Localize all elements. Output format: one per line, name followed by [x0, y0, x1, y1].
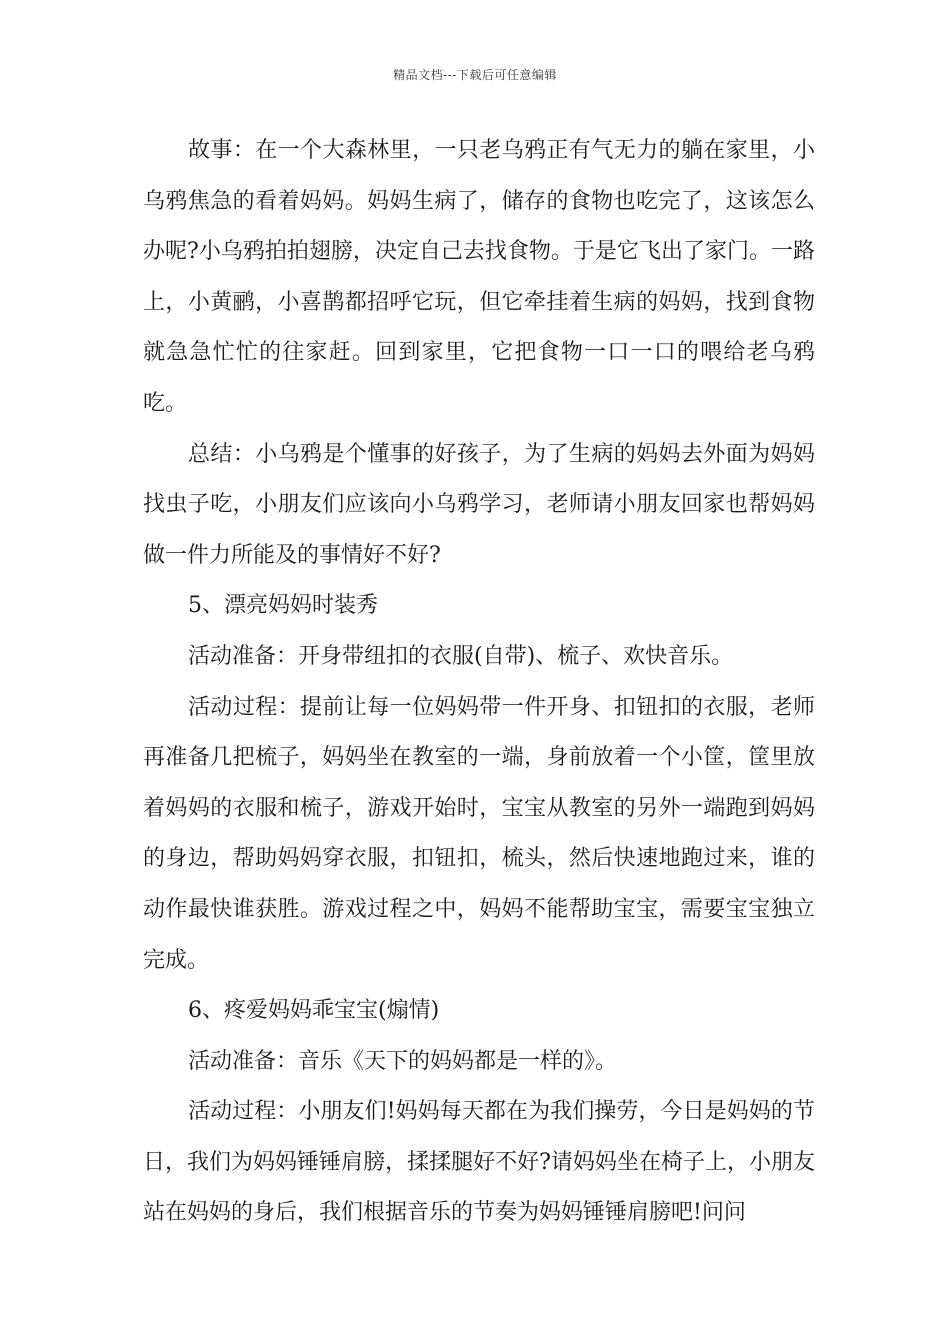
summary-paragraph: 总结：小乌鸦是个懂事的好孩子，为了生病的妈妈去外面为妈妈找虫子吃，小朋友们应该向小乌鸦学习，老师请小朋友回家也帮妈妈做一件力所能及的事情好不好? [143, 441, 815, 568]
activity-process-5: 活动过程：提前让每一位妈妈带一件开身、扣钮扣的衣服，老师再准备几把梳子，妈妈坐在教室的一端，身前放着一个小筐，筐里放着妈妈的衣服和梳子，游戏开始时，宝宝从教室的另外一端跑到妈妈的身边，帮助妈妈穿衣服，扣钮扣，梳头，然后快速地跑过来，谁的动作最快谁获胜。游戏过程之中，妈妈不能帮助宝宝，需要宝宝独立完成。 [143, 694, 815, 973]
activity-process-6: 活动过程：小朋友们!妈妈每天都在为我们操劳，今日是妈妈的节日，我们为妈妈锤锤肩膀，揉揉腿好不好?请妈妈坐在椅子上，小朋友站在妈妈的身后，我们根据音乐的节奏为妈妈锤锤肩膀吧!问问 [143, 1099, 815, 1226]
document-body [143, 126, 815, 1239]
page-header: 精品文档---下载后可任意编辑 [393, 68, 557, 82]
activity-preparation-6: 活动准备：音乐《天下的妈妈都是一样的》。 [188, 1048, 618, 1074]
section-heading-5: 5、漂亮妈妈时装秀 [188, 593, 378, 619]
activity-preparation-5: 活动准备：开身带纽扣的衣服(自带)、梳子、欢快音乐。 [188, 643, 734, 669]
story-paragraph: 故事：在一个大森林里，一只老乌鸦正有气无力的躺在家里，小乌鸦焦急的看着妈妈。妈妈生病了，储存的食物也吃完了，这该怎么办呢?小乌鸦拍拍翅膀，决定自己去找食物。于是它飞出了家门。一路上，小黄鹂，小喜鹊都招呼它玩，但它牵挂着生病的妈妈，找到食物就急急忙忙的往家赶。回到家里，它把食物一口一口的喂给老乌鸦吃。 [143, 138, 815, 416]
section-heading-6: 6、疼爱妈妈乖宝宝(煽情) [188, 998, 440, 1024]
